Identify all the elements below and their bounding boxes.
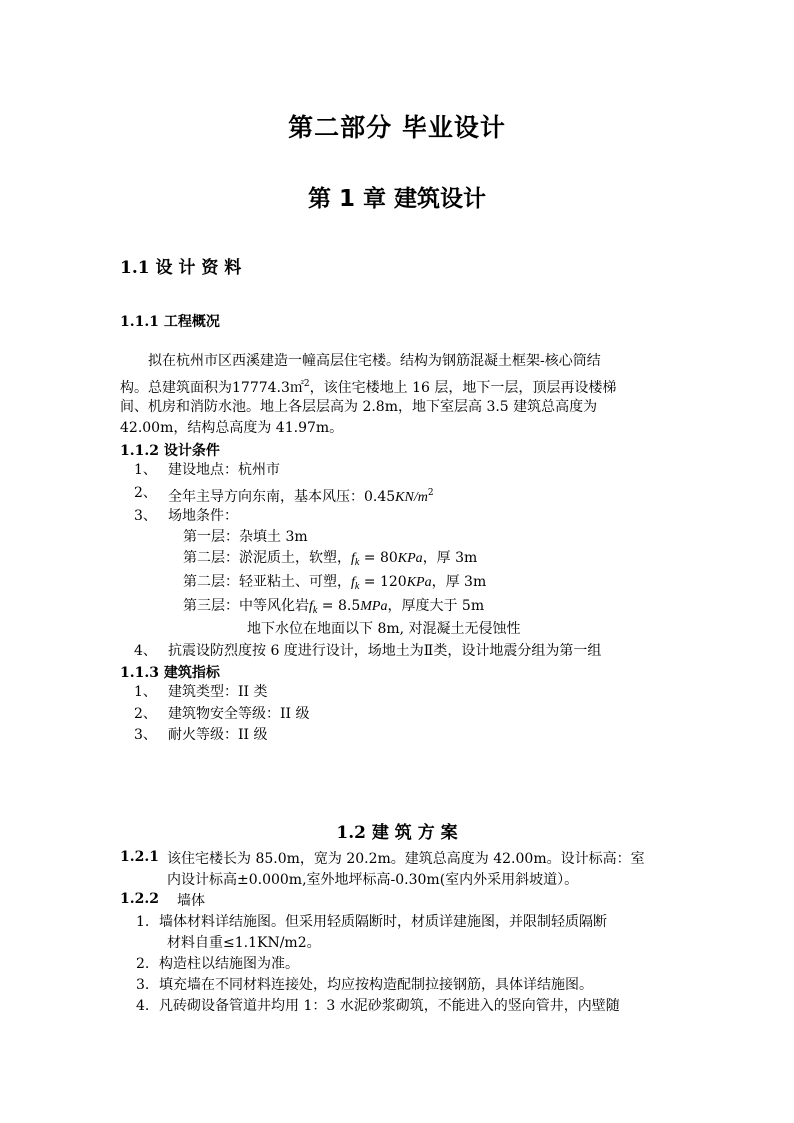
list-item: 构造柱以结施图为准。 (159, 956, 299, 972)
list-item-number: 4. (136, 998, 150, 1014)
list-item: 凡砖砌设备管道井均用 1：3 水泥砂浆砌筑，不能进入的竖向管井，内壁随 (159, 998, 620, 1014)
list-item: 建筑物安全等级：II 级 (168, 706, 310, 722)
soil-layer-line: 第二层：轻亚粘土、可塑，$f_k = 120KPa$，厚 3m (183, 574, 487, 592)
text-line: 内设计标高±0.000m,室外地坪标高-0.30m(室内外采用斜坡道）。 (167, 872, 579, 888)
text-line: 构。总建筑面积为17774.3㎡$^2$，该住宅楼地上 16 层，地下一层，顶层再设楼梯 (120, 379, 617, 396)
list-item: 建设地点：杭州市 (168, 462, 280, 478)
list-item-number: 3、 (134, 727, 157, 743)
soil-layer-line: 第一层：杂填土 3m (183, 529, 308, 545)
subsection-number: 1.2.1 (120, 849, 159, 865)
list-item-number: 1、 (134, 462, 157, 478)
area-unit: ㎡ (289, 380, 304, 396)
list-item-number: 1. (136, 914, 150, 930)
groundwater-line: 地下水位在地面以下 8m, 对混凝土无侵蚀性 (247, 621, 521, 637)
list-item: 建筑类型：II 类 (168, 684, 268, 700)
list-item: 抗震设防烈度按 6 度进行设计，场地土为Ⅱ类，设计地震分组为第一组 (168, 643, 602, 659)
text-line: 间、机房和消防水池。地上各层层高为 2.8m，地下室层高 3.5 建筑总高度为 (120, 399, 598, 415)
list-item: 耐火等级：II 级 (168, 727, 268, 743)
list-item-number: 4、 (134, 643, 157, 659)
list-item-number: 3. (136, 977, 150, 993)
list-item: 填充墙在不同材料连接处，均应按构造配制拉接钢筋，具体详结施图。 (159, 977, 593, 993)
section-heading-1-2: 1.2 建 筑 方 案 (336, 823, 458, 843)
list-item-number: 2. (136, 956, 150, 972)
list-item: 墙体材料详结施图。但采用轻质隔断时，材质详建施图，并限制轻质隔断 (159, 914, 607, 930)
text-line: 42.00m，结构总高度为 41.97m。 (120, 420, 344, 436)
subsection-heading-1-1-1: 1.1.1 工程概况 (120, 314, 220, 330)
subsection-heading-1-1-3: 1.1.3 建筑指标 (120, 665, 220, 681)
subsection-heading-1-1-2: 1.1.2 设计条件 (120, 443, 220, 459)
list-item-number: 2、 (134, 485, 157, 501)
list-item-continuation: 材料自重≤1.1KN/m2。 (167, 935, 321, 951)
list-item-number: 1、 (134, 684, 157, 700)
soil-layer-line: 第三层：中等风化岩$f_k = 8.5MPa$，厚度大于 5m (183, 598, 485, 616)
list-item-number: 2、 (134, 706, 157, 722)
list-item: 场地条件： (168, 508, 238, 524)
text-line: 拟在杭州市区西溪建造一幢高层住宅楼。结构为钢筋混凝土框架-核心筒结 (148, 353, 601, 369)
list-item-number: 3、 (134, 508, 157, 524)
soil-layer-line: 第二层：淤泥质土，软塑，$f_k = 80KPa$，厚 3m (183, 550, 478, 568)
text-line: 该住宅楼长为 85.0m，宽为 20.2m。建筑总高度为 42.00m。设计标高：室 (167, 851, 645, 867)
part-title: 第二部分 毕业设计 (288, 113, 506, 142)
section-heading-1-1: 1.1 设 计 资 料 (120, 258, 242, 278)
list-item: 全年主导方向东南，基本风压：$0.45KN/m^2$ (168, 488, 434, 505)
chapter-title: 第 1 章 建筑设计 (307, 186, 487, 212)
subsection-title: 墙体 (177, 893, 205, 909)
subsection-number: 1.2.2 (120, 891, 159, 907)
